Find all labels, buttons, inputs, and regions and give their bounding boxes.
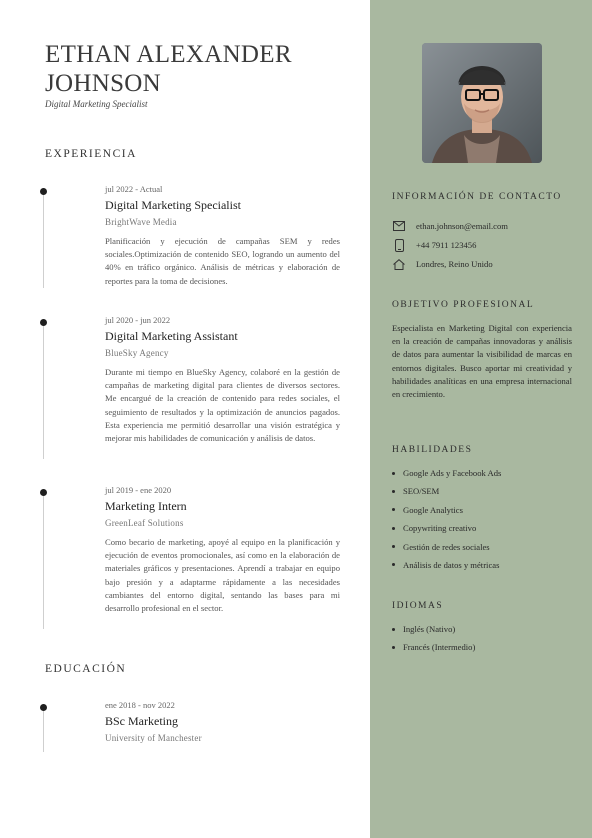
skills-heading: HABILIDADES bbox=[392, 445, 473, 455]
experience-role: Marketing Intern bbox=[105, 499, 187, 513]
education-degree: BSc Marketing bbox=[105, 714, 178, 728]
objective-heading: OBJETIVO PROFESIONAL bbox=[392, 300, 535, 310]
skill-item: Análisis de datos y métricas bbox=[392, 558, 501, 576]
contact-phone bbox=[392, 237, 476, 253]
skill-item: Gestión de redes sociales bbox=[392, 540, 501, 558]
full-name bbox=[45, 40, 365, 98]
phone-text[interactable]: +44 7911 123456 bbox=[416, 240, 477, 250]
timeline-line bbox=[43, 319, 44, 459]
location-text: Londres, Reino Unido bbox=[416, 259, 493, 269]
language-item: Francés (Intermedio) bbox=[392, 640, 475, 658]
portrait-image bbox=[422, 43, 542, 163]
education-heading: EDUCACIÓN bbox=[45, 663, 127, 675]
profile-photo bbox=[422, 43, 542, 163]
experience-date: jul 2019 - ene 2020 bbox=[105, 485, 172, 495]
contact-email bbox=[392, 218, 508, 234]
timeline-dot bbox=[40, 704, 47, 711]
education-entry bbox=[40, 700, 340, 752]
languages-heading: IDIOMAS bbox=[392, 601, 444, 611]
skills-list bbox=[392, 466, 501, 576]
timeline-dot bbox=[40, 188, 47, 195]
experience-role: Digital Marketing Specialist bbox=[105, 198, 241, 212]
experience-date: jul 2020 - jun 2022 bbox=[105, 315, 171, 325]
languages-list bbox=[392, 622, 475, 659]
timeline-dot bbox=[40, 489, 47, 496]
objective-text: Especialista en Marketing Digital con experiencia en la creación de campañas innovadoras y análisis de datos para aumentar la visibilidad de marcas en entornos digitales. Busco aportar mi creatividad y habilidades analíticas en una empresa internacional en crecimiento. bbox=[392, 323, 572, 400]
experience-company: BlueSky Agency bbox=[105, 348, 169, 358]
phone-icon bbox=[392, 238, 406, 252]
experience-entry bbox=[40, 315, 340, 460]
experience-description: Como becario de marketing, apoyé al equipo en la planificación y ejecución de eventos promocionales, así como en la elaboración de materiales gráficos y presentaciones. Aprendí a trabajar en equipo bajo presión y a adaptarme rápidamente a las necesidades cambiantes del entorno digital, sentando las bases para mi desarrollo profesional en el sector. bbox=[105, 537, 340, 614]
timeline-line bbox=[43, 704, 44, 752]
experience-date: jul 2022 - Actual bbox=[105, 184, 163, 194]
job-subtitle: Digital Marketing Specialist bbox=[45, 99, 148, 109]
experience-description: Planificación y ejecución de campañas SEM y redes sociales.Optimización de contenido SEO, logrando un aumento del 40% en tráfico orgánico. Análisis de métricas y elaboración de reportes para la toma de decisiones. bbox=[105, 236, 340, 286]
email-text[interactable]: ethan.johnson@email.com bbox=[416, 221, 508, 231]
skill-item: Google Ads y Facebook Ads bbox=[392, 466, 501, 484]
experience-role: Digital Marketing Assistant bbox=[105, 329, 238, 343]
home-icon bbox=[392, 257, 406, 271]
name-line-2: JOHNSON bbox=[45, 70, 162, 97]
language-item: Inglés (Nativo) bbox=[392, 622, 475, 640]
education-date: ene 2018 - nov 2022 bbox=[105, 700, 175, 710]
timeline-line bbox=[43, 188, 44, 288]
skill-item: Copywriting creativo bbox=[392, 521, 501, 539]
skill-item: Google Analytics bbox=[392, 503, 501, 521]
envelope-icon bbox=[392, 219, 406, 233]
contact-location bbox=[392, 256, 493, 272]
experience-entry bbox=[40, 184, 340, 288]
experience-company: GreenLeaf Solutions bbox=[105, 518, 184, 528]
experience-entry bbox=[40, 485, 340, 630]
name-line-1: ETHAN ALEXANDER bbox=[45, 41, 292, 68]
experience-company: BrightWave Media bbox=[105, 217, 177, 227]
experience-description: Durante mi tiempo en BlueSky Agency, colaboré en la gestión de campañas de marketing digital para clientes de diversos sectores. Me encargué de la creación de contenido para redes sociales, el seguimiento de resultados y la optimización de anuncios pagados. Esta experiencia me permitió desarrollar una visión estratégica y mejorar mis habilidades de comunicación y análisis de datos. bbox=[105, 367, 340, 444]
contact-heading: INFORMACIÓN DE CONTACTO bbox=[392, 192, 562, 202]
timeline-line bbox=[43, 489, 44, 629]
timeline-dot bbox=[40, 319, 47, 326]
skill-item: SEO/SEM bbox=[392, 484, 501, 502]
education-school: University of Manchester bbox=[105, 733, 202, 743]
experience-heading: EXPERIENCIA bbox=[45, 148, 137, 160]
